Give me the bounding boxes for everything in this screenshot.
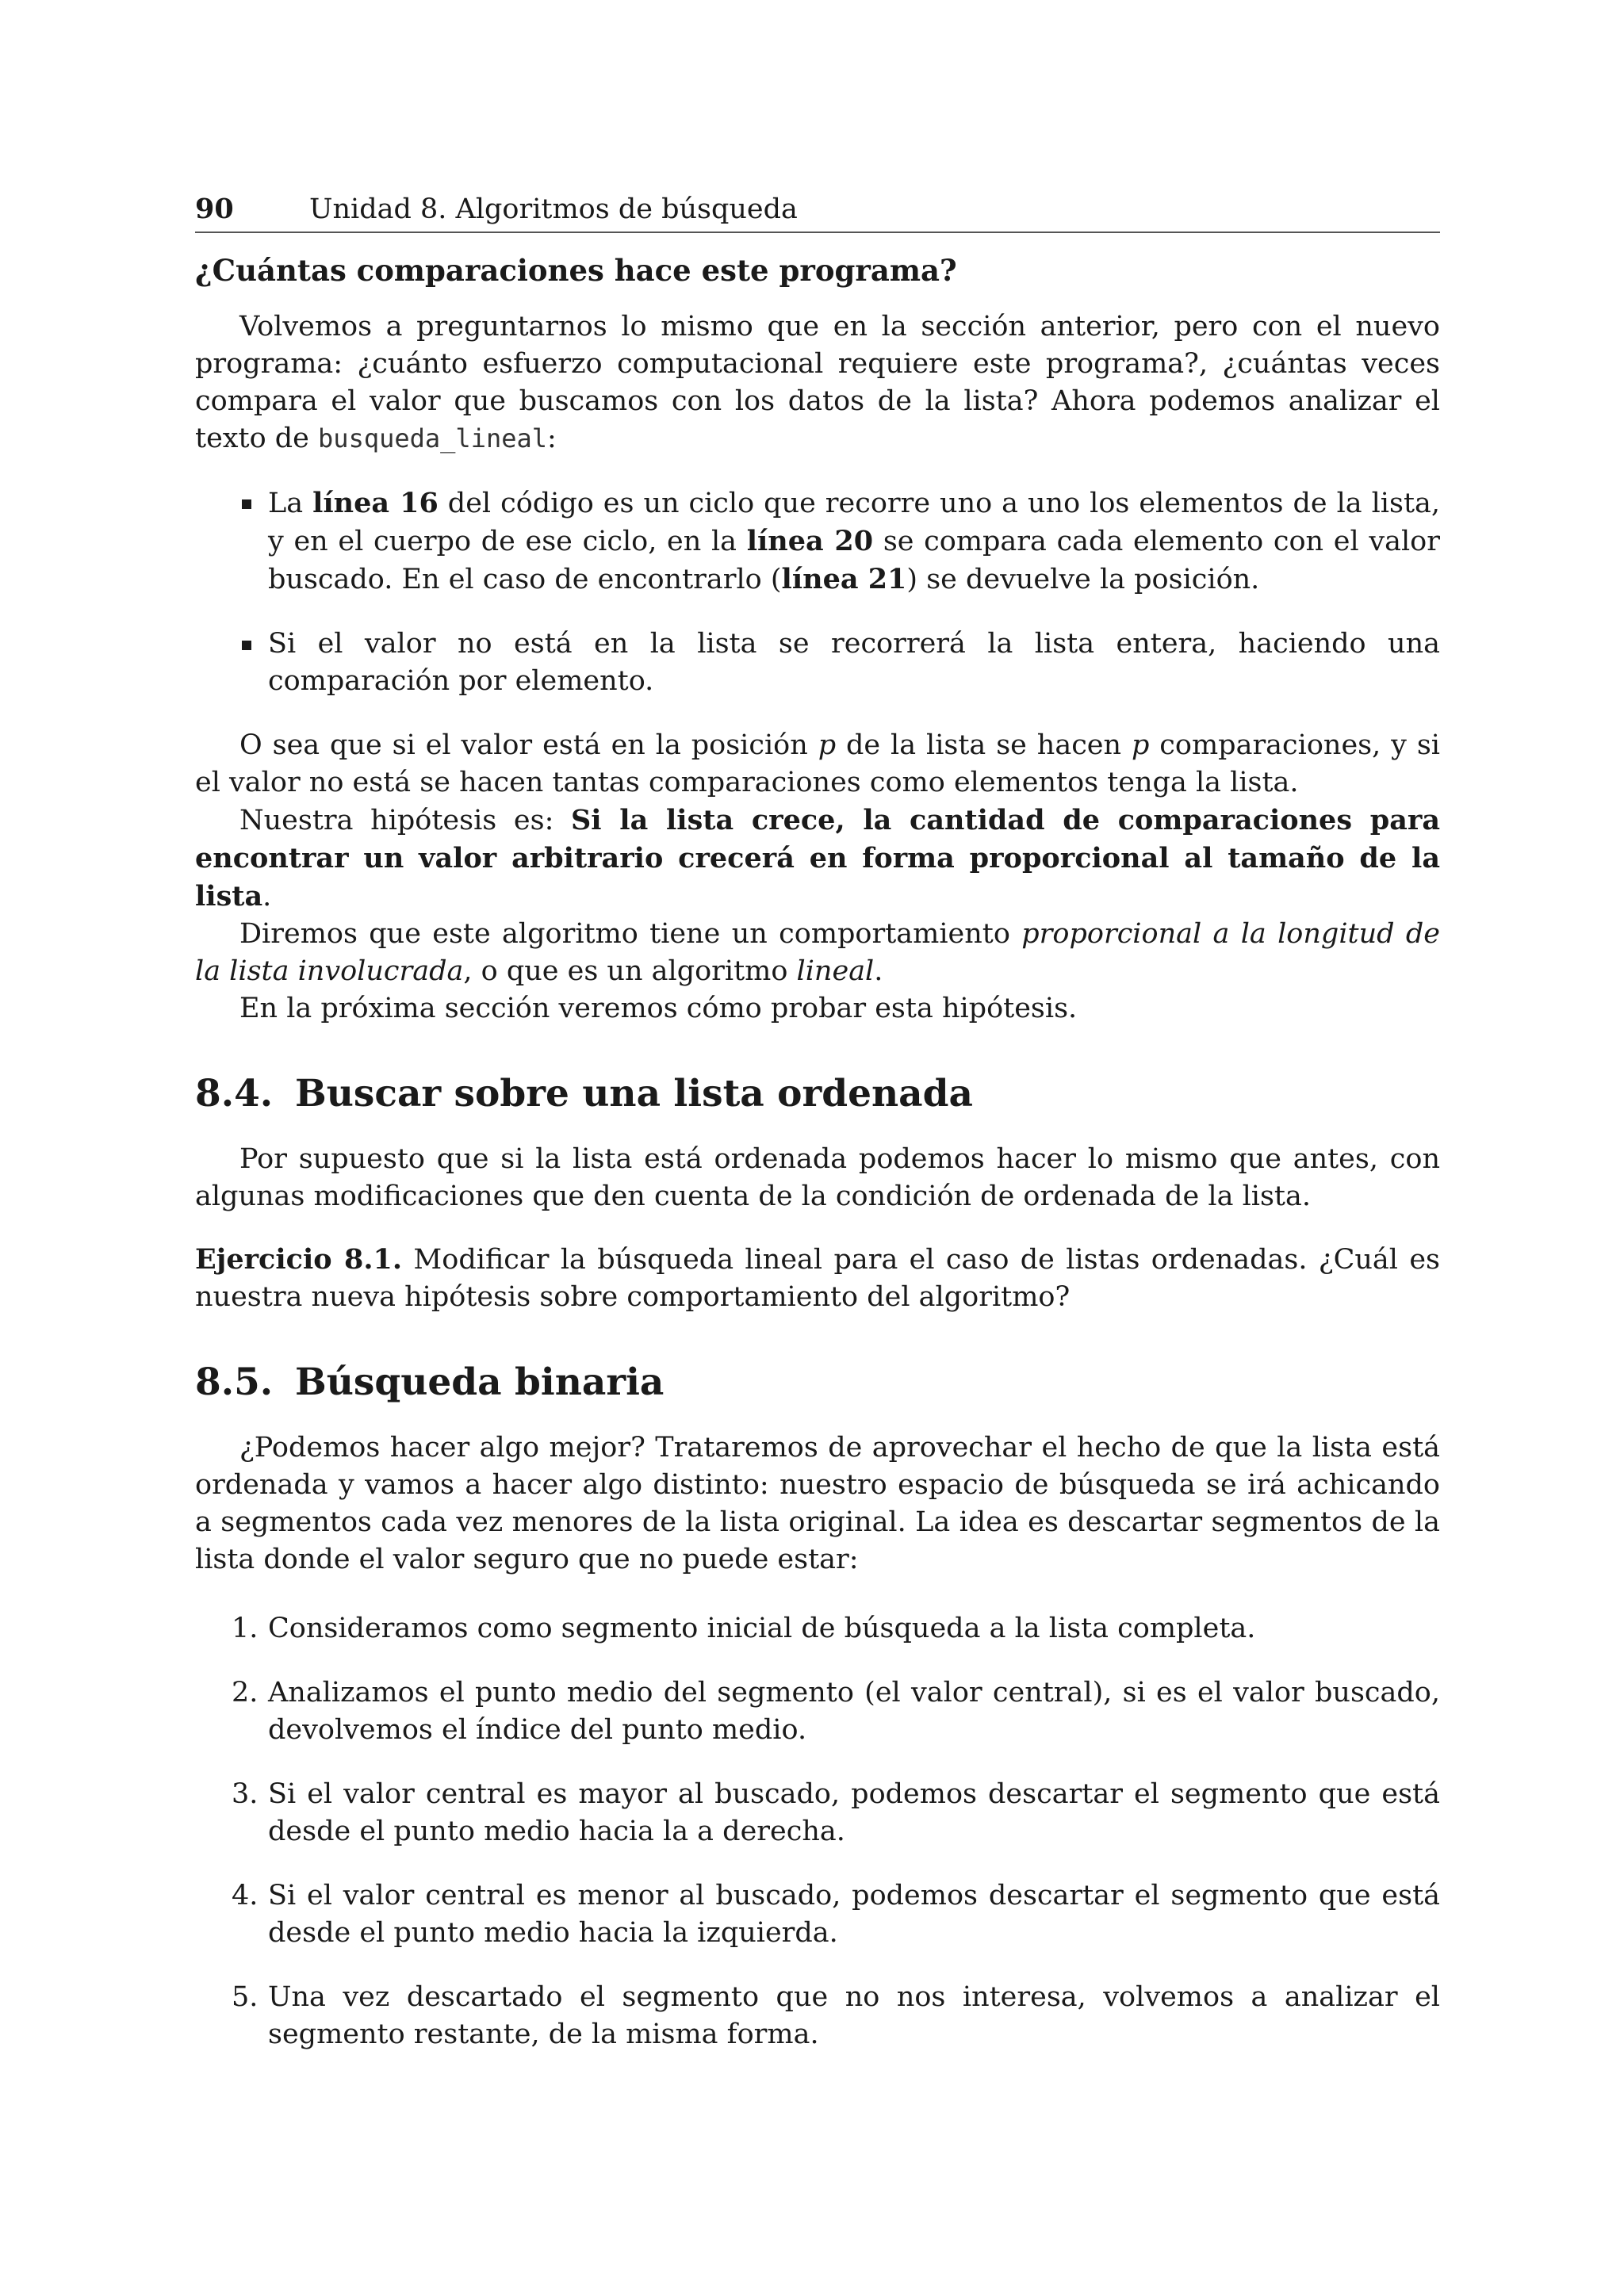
inline-code: busqueda_lineal xyxy=(318,423,548,453)
page xyxy=(195,190,1440,2080)
subheading: ¿Cuántas comparaciones hace este programa? xyxy=(195,253,957,288)
list-item: 3. Si el valor central es mayor al buscado, podemos descartar el segmento que está desde el punto medio hacia la a derecha. xyxy=(232,1778,1440,1847)
section-heading-8-5 xyxy=(195,1360,1440,1404)
list-item: 1. Consideramos como segmento inicial de búsqueda a la lista completa. xyxy=(232,1613,1256,1644)
section-number: 8.5. xyxy=(195,1360,274,1404)
section-heading-8-4 xyxy=(195,1072,1440,1115)
section-title: Búsqueda binaria xyxy=(295,1360,665,1404)
numbered-list xyxy=(195,1610,1440,2053)
list-item: 5. Una vez descartado el segmento que no nos interesa, volvemos a analizar el segmento restante, de la misma forma. xyxy=(232,1981,1440,2050)
exercise-label: Ejercicio 8.1. xyxy=(195,1243,403,1276)
paragraph-8-5: ¿Podemos hacer algo mejor? Trataremos de aprovechar el hecho de que la lista está ordenada y vamos a hacer algo distinto: nuestro espacio de búsqueda se irá achicando a segmentos cada vez menores de la lista original. La idea es descartar segmentos de la lista donde el valor seguro que no puede estar: xyxy=(195,1432,1440,1575)
list-item: Si el valor no está en la lista se recorrerá la lista entera, haciendo una comparación por elemento. xyxy=(195,626,1440,700)
chapter-title: Unidad 8. Algoritmos de búsqueda xyxy=(309,193,798,225)
bullet-square-icon xyxy=(242,499,251,509)
exercise: Ejercicio 8.1. Modificar la búsqueda lineal para el caso de listas ordenadas. ¿Cuál es nuestra nueva hipótesis sobre comportamiento del algoritmo? xyxy=(195,1243,1440,1313)
paragraph-hypothesis: Nuestra hipótesis es: Si la lista crece, la cantidad de comparaciones para encontrar un valor arbitrario crecerá en forma proporcional al tamaño de la lista. xyxy=(195,804,1441,913)
list-item: 2. Analizamos el punto medio del segmento (el valor central), si es el valor buscado, devolvemos el índice del punto medio. xyxy=(232,1677,1440,1746)
paragraph-position: O sea que si el valor está en la posición p de la lista se hacen p comparaciones, y si el valor no está se hacen tantas comparaciones como elementos tenga la lista. xyxy=(195,729,1440,798)
section-title: Buscar sobre una lista ordenada xyxy=(295,1072,973,1115)
list-item: 4. Si el valor central es menor al buscado, podemos descartar el segmento que está desde el punto medio hacia la izquierda. xyxy=(232,1880,1440,1949)
section-number: 8.4. xyxy=(195,1072,274,1115)
paragraph-next-section: En la próxima sección veremos cómo probar esta hipótesis. xyxy=(239,993,1078,1024)
list-item: La línea 16 del código es un ciclo que recorre uno a uno los elementos de la lista, y en el cuerpo de ese ciclo, en la línea 20 se compara cada elemento con el valor buscado. En el caso de encontrarlo (línea 21) se devuelve la posición. xyxy=(195,484,1440,599)
running-header xyxy=(195,190,1440,233)
page-number: 90 xyxy=(195,193,234,225)
bullet-list xyxy=(195,484,1440,700)
paragraph-8-4: Por supuesto que si la lista está ordenada podemos hacer lo mismo que antes, con algunas modificaciones que den cuenta de la condición de ordenada de la lista. xyxy=(195,1143,1440,1212)
intro-paragraph: Volvemos a preguntarnos lo mismo que en la sección anterior, pero con el nuevo programa: ¿cuánto esfuerzo computacional requiere este programa?, ¿cuántas veces compara el valor que buscamos con los datos de la lista? Ahora podemos analizar el texto de busqueda_lineal: xyxy=(195,311,1440,454)
bullet-square-icon xyxy=(242,641,251,650)
paragraph-proportional: Diremos que este algoritmo tiene un comportamiento proporcional a la longitud de la lista involucrada, o que es un algoritmo lineal. xyxy=(195,918,1440,987)
